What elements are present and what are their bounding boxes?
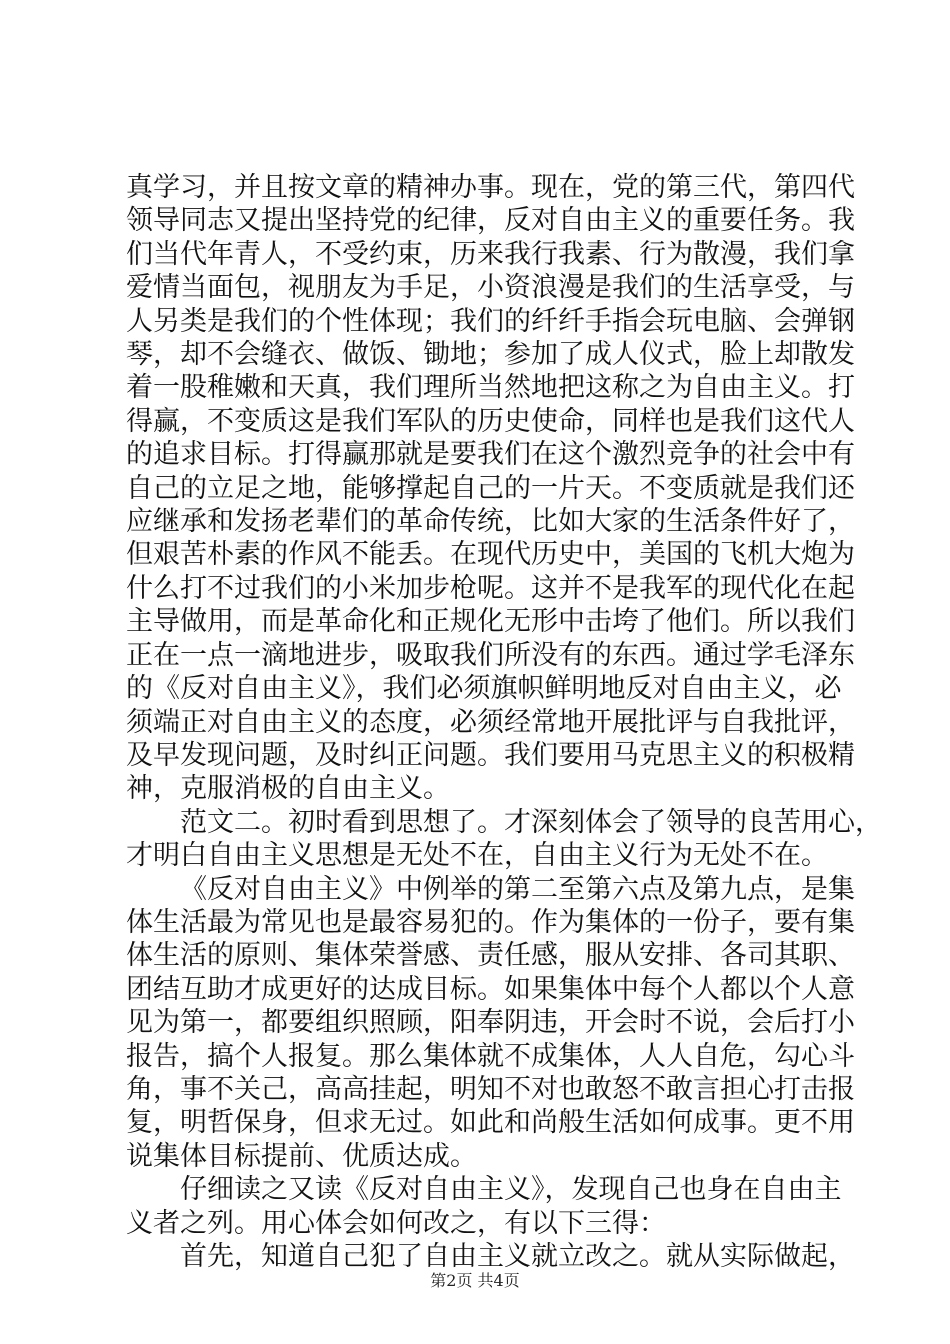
text-line: 正在一点一滴地进步，吸取我们所没有的东西。通过学毛泽东: [126, 639, 855, 671]
page-footer: 第2页 共4页: [430, 1271, 520, 1290]
text-line: 范文二。初时看到思想了。才深刻体会了领导的良苦用心，: [180, 806, 882, 838]
text-line: 得赢，不变质这是我们军队的历史使命，同样也是我们这代人: [126, 405, 855, 437]
text-line: 报告，搞个人报复。那么集体就不成集体，人人自危，勾心斗: [126, 1040, 855, 1072]
text-line: 自己的立足之地，能够撑起自己的一片天。不变质就是我们还: [126, 472, 855, 504]
text-line: 主导做用，而是革命化和正规化无形中击垮了他们。所以我们: [126, 606, 855, 638]
text-line: 应继承和发扬老辈们的革命传统，比如大家的生活条件好了，: [126, 506, 855, 538]
text-line: 团结互助才成更好的达成目标。如果集体中每个人都以个人意: [126, 973, 855, 1005]
text-line: 说集体目标提前、优质达成。: [126, 1140, 477, 1172]
text-line: 们当代年青人，不受约束，历来我行我素、行为散漫，我们拿: [126, 238, 855, 270]
text-line: 真学习，并且按文章的精神办事。现在，党的第三代，第四代: [126, 172, 855, 203]
text-line: 体生活的原则、集体荣誉感、责任感，服从安排、各司其职、: [126, 940, 855, 972]
text-line: 人另类是我们的个性体现；我们的纤纤手指会玩电脑、会弹钢: [126, 305, 855, 337]
text-line: 及早发现问题，及时纠正问题。我们要用马克思主义的积极精: [126, 739, 855, 771]
text-line: 但艰苦朴素的作风不能丢。在现代历史中，美国的飞机大炮为: [126, 539, 855, 571]
text-line: 才明白自由主义思想是无处不在，自由主义行为无处不在。: [126, 840, 828, 872]
text-line: 仔细读之又读《反对自由主义》，发现自己也身在自由主: [180, 1174, 842, 1206]
text-line: 义者之列。用心体会如何改之，有以下三得：: [126, 1207, 666, 1239]
text-line: 琴，却不会缝衣、做饭、锄地；参加了成人仪式，脸上却散发: [126, 339, 855, 371]
text-line: 见为第一，都要组织照顾，阳奉阴违，开会时不说，会后打小: [126, 1007, 855, 1039]
text-line: 着一股稚嫩和天真，我们理所当然地把这称之为自由主义。打: [126, 372, 855, 404]
body-text: [126, 171, 882, 1273]
text-line: 首先，知道自己犯了自由主义就立改之。就从实际做起，: [180, 1241, 855, 1272]
text-line: 的追求目标。打得赢那就是要我们在这个激烈竞争的社会中有: [126, 439, 855, 471]
text-line: 神，克服消极的自由主义。: [126, 773, 450, 805]
text-line: 什么打不过我们的小米加步枪呢。这并不是我军的现代化在起: [126, 572, 855, 604]
text-line: 《反对自由主义》中例举的第二至第六点及第九点，是集: [180, 873, 855, 905]
text-line: 爱情当面包，视朋友为手足，小资浪漫是我们的生活享受，与: [126, 272, 855, 304]
text-line: 体生活最为常见也是最容易犯的。作为集体的一份子，要有集: [126, 906, 855, 938]
text-line: 的《反对自由主义》，我们必须旗帜鲜明地反对自由主义，必: [126, 673, 842, 705]
text-line: 复，明哲保身，但求无过。如此和尚般生活如何成事。更不用: [126, 1107, 855, 1139]
text-line: 须端正对自由主义的态度，必须经常地开展批评与自我批评，: [126, 706, 855, 738]
text-line: 角，事不关己，高高挂起，明知不对也敢怒不敢言担心打击报: [126, 1073, 855, 1105]
text-line: 领导同志又提出坚持党的纪律，反对自由主义的重要任务。我: [126, 205, 855, 237]
